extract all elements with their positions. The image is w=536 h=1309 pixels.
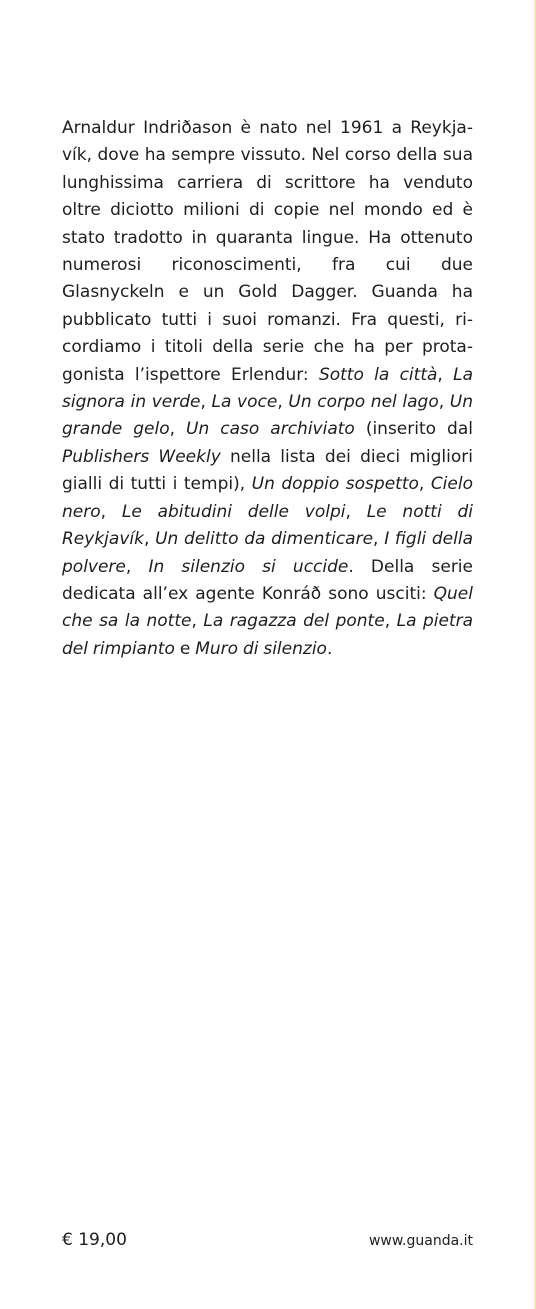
bio-text: .	[326, 638, 333, 659]
author-biography	[62, 115, 473, 663]
bio-text: e	[174, 638, 196, 659]
bio-separator: ,	[345, 501, 367, 522]
book-title: Le notti di Reykjavík	[62, 501, 473, 550]
book-title: Muro di silenzio	[195, 638, 327, 659]
book-title: Un delitto da dimenticare	[155, 529, 374, 550]
bio-separator: ,	[100, 501, 122, 522]
bio-separator: ,	[438, 392, 450, 413]
book-title: Un grande gelo	[62, 392, 473, 440]
bio-text: Arnaldur Indriðason è nato nel 1961 a Reykjavík, dove ha sempre vissuto. Nel corso della sua lunghissima carriera di scrittore ha venduto oltre diciotto milioni di copie nel mondo ed è stato tradotto in quaranta lingue. Ha ottenuto numerosi riconoscimenti, fra cui due Glasnyckeln e un Gold Dagger. Guanda ha pubblicato tutti i suoi romanzi. Fra questi, ricordiamo i titoli della serie che ha per protagonista l’ispettore Erlendur:	[62, 118, 473, 385]
bio-text: (inserito dal	[354, 419, 473, 440]
book-title: Un corpo nel lago	[288, 392, 439, 413]
book-title: Un doppio sospetto	[251, 474, 419, 495]
bio-separator: ,	[277, 392, 289, 413]
bio-text: . Della serie dedicata all’ex agente Konráð sono usciti:	[62, 556, 473, 604]
bio-separator: ,	[143, 529, 156, 550]
bio-separator: ,	[125, 556, 149, 577]
book-title: Un caso archiviato	[186, 419, 355, 440]
book-title: Quel che sa la notte	[62, 583, 473, 632]
book-title: Le abitudini delle volpi	[121, 501, 346, 522]
bio-separator: ,	[200, 392, 212, 413]
price-label: € 19,00	[62, 1230, 127, 1250]
book-title: Sotto la città	[318, 364, 438, 385]
bio-separator: ,	[373, 529, 385, 550]
book-title: La ragazza del ponte	[203, 611, 385, 632]
bio-separator: ,	[169, 419, 187, 440]
bio-separator: ,	[437, 364, 454, 385]
book-title: La pietra del rimpianto	[62, 611, 474, 659]
publication-title: Publishers Weekly	[62, 446, 221, 467]
bio-separator: ,	[418, 474, 431, 495]
publisher-url: www.guanda.it	[368, 1233, 473, 1249]
book-title: Cielo nero	[62, 474, 473, 522]
book-title: La voce	[211, 392, 278, 413]
book-title: I figli della polvere	[62, 529, 473, 577]
bio-separator: ,	[191, 611, 204, 632]
book-title: In silenzio si uccide	[148, 556, 349, 577]
bio-text: nella lista dei dieci migliori gialli di tutti i tempi),	[62, 446, 473, 495]
bio-separator: ,	[384, 611, 397, 632]
book-title: La signora in verde	[62, 364, 473, 413]
